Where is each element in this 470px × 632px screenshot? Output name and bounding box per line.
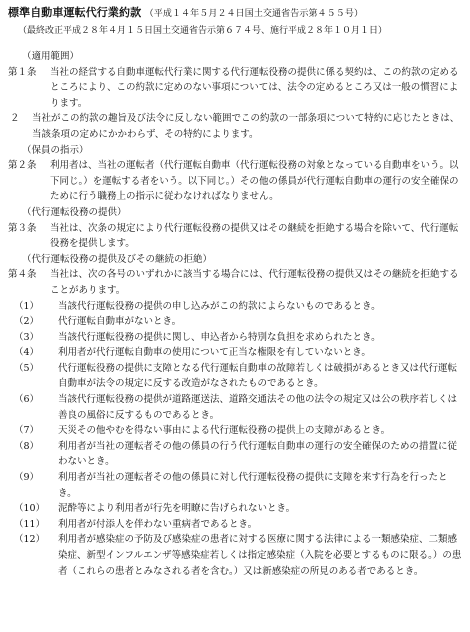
article-1 xyxy=(8,65,462,112)
section-heading: （保員の指示） xyxy=(22,144,89,156)
paragraph-text: 当社がこの約款の趣旨及び法令に反しない範囲でこの約款の一部条項について特約に応じたときは、当該条項の定めにかかわらず、その特約によります。 xyxy=(32,113,460,140)
list-item xyxy=(8,517,462,533)
item-number: （4） xyxy=(14,347,40,359)
item-text: 利用者が当社の運転者その他の係員に対し代行運転役務の提供に支障を来す行為を行ったとき。 xyxy=(58,472,448,499)
article-text: 利用者は、当社の運転者（代行運転自動車（代行運転役務の対象となっている自動車をいう。以下同じ。）を運転する者をいう。以下同じ。）その他の係員が代行運転自動車の運行の安全確保のために行う職務上の指示に従わなければなりません。 xyxy=(50,160,459,203)
article-text: 当社は、次条の規定により代行運転役務の提供又はその継続を拒絶する場合を除いて、代行運転役務を提供します。 xyxy=(50,222,459,250)
section-heading: （代行運転役務の提供及びその継続の拒絶） xyxy=(22,253,213,265)
item-number: （1） xyxy=(14,300,40,312)
item-number: （8） xyxy=(14,440,40,452)
item-text: 当該代行運転役務の提供が道路運送法、道路交通法その他の法令の規定又は公の秩序若しくは善良の風俗に反するものであるとき。 xyxy=(58,394,458,421)
item-text: 天災その他やむを得ない事由による代行運転役務の提供上の支障があるとき。 xyxy=(58,425,391,437)
item-number: （10） xyxy=(14,503,46,515)
title-notice: （平成１４年５月２４日国土交通省告示第４５５号） xyxy=(144,9,364,19)
list-item xyxy=(8,470,462,501)
list-item xyxy=(8,439,462,470)
item-text: 利用者が付添人を伴わない重病者であるとき。 xyxy=(58,518,258,530)
item-text: 代行運転役務の提供に支障となる代行運転自動車の故障若しくは破損があるとき又は代行運転自動車が法令の規定に反する改造がなされたものであるとき。 xyxy=(58,362,458,390)
paragraph-number: ２ xyxy=(10,113,20,125)
list-item xyxy=(8,423,462,439)
article-text: 当社の経営する自動車運転代行業に関する代行運転役務の提供に係る契約は、この約款の定めるところにより、この約款に定めのない事項については、法令の定めるところ又は一般の慣習によります。 xyxy=(50,66,459,109)
section-article-1 xyxy=(8,49,462,143)
item-text: 利用者が当社の運転者その他の係員の行う代行運転自動車の運行の安全確保のための措置に従わないとき。 xyxy=(58,440,458,468)
article-number: 第３条 xyxy=(8,222,37,234)
list-item xyxy=(8,299,462,315)
article-text: 当社は、次の各号のいずれかに該当する場合には、代行運転役務の提供又はその継続を拒絶することがあります。 xyxy=(50,269,459,296)
article-number: 第１条 xyxy=(8,66,37,78)
item-number: （11） xyxy=(14,518,46,530)
article-3 xyxy=(8,221,462,252)
article-2 xyxy=(8,158,462,205)
list-item xyxy=(8,361,462,392)
article-4 xyxy=(8,267,462,298)
section-heading: （適用範囲） xyxy=(22,51,80,62)
item-text: 当該代行運転役務の提供に関し、申込者から特別な負担を求められたとき。 xyxy=(58,331,381,343)
item-number: （3） xyxy=(14,331,40,343)
article-number: 第４条 xyxy=(8,269,37,281)
list-item xyxy=(8,330,462,346)
list-item xyxy=(8,532,462,579)
item-number: （7） xyxy=(14,425,40,437)
section-heading: （代行運転役務の提供） xyxy=(22,206,127,218)
item-number: （5） xyxy=(14,362,40,374)
item-text: 利用者が感染症の予防及び感染症の患者に対する医療に関する法律による一類感染症、二類感染症、新型インフルエンザ等感染症若しくは指定感染症（入院を必要とするものに限る。）の患者（これらの患者とみなされる者を含む。）又は新感染症の所見のある者であるとき。 xyxy=(58,534,462,577)
item-number: （2） xyxy=(14,316,40,328)
item-text: 泥酔等により利用者が行先を明瞭に告げられないとき。 xyxy=(58,503,296,515)
paragraph-2 xyxy=(8,111,462,142)
document-title xyxy=(8,4,462,23)
list-item xyxy=(8,501,462,517)
section-article-2 xyxy=(8,143,462,205)
section-article-4 xyxy=(8,252,462,579)
article-number: 第２条 xyxy=(8,160,37,172)
item-number: （12） xyxy=(14,534,46,546)
item-text: 当該代行運転役務の提供の申し込みがこの約款によらないものであるとき。 xyxy=(58,300,381,312)
title-main: 標準自動車運転代行業約款 xyxy=(8,6,142,19)
item-text: 代行運転自動車がないとき。 xyxy=(58,316,182,328)
item-number: （9） xyxy=(14,472,40,484)
item-text: 利用者が代行運転自動車の使用について正当な権限を有していないとき。 xyxy=(58,347,371,359)
list-item xyxy=(8,392,462,423)
item-number: （6） xyxy=(14,394,40,406)
spacer xyxy=(8,39,462,49)
revision-note: （最終改正平成２８年４月１５日国土交通省告示第６７４号、施行平成２８年１０月１日） xyxy=(18,26,388,36)
section-article-3 xyxy=(8,205,462,252)
list-item xyxy=(8,314,462,330)
list-item xyxy=(8,345,462,361)
